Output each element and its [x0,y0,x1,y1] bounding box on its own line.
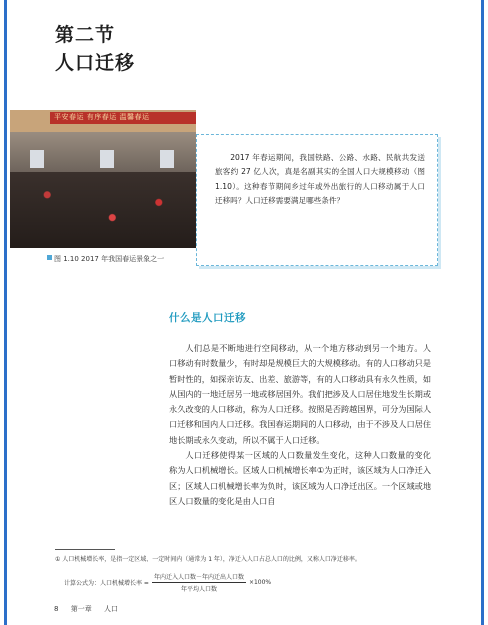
subsection-heading: 什么是人口迁移 [169,312,246,324]
photo-crowd [10,172,196,248]
formula-denominator: 年平均人口数 [180,586,217,593]
figure-caption: 图 1.10 2017 年我国春运景象之一 [54,255,165,263]
chapter-label: 第一章 [70,605,92,613]
photo-banner-text: 平安春运 有序春运 温馨春运 [54,113,150,121]
photo-sign [160,150,174,168]
chapter-title: 人口 [103,605,118,613]
photo-sign [100,150,114,168]
footnote-rule [55,549,115,550]
body-paragraph: 人们总是不断地进行空间移动，从一个地方移动到另一个地方。人口移动有时数量少，有时却是规模巨大的大规模移动。有的人口移动只是暂时性的，如探亲访友、出差、旅游等，有的人口移动具有永久性质，如从国内的一地迁居另一地或移居国外。我们把涉及人口居住地发生长期或永久改变的人口移动，称为人口迁移。按照是否跨越国界，可分为国际人口迁移和国内人口迁移。我国春运期间的人口移动，由于不涉及人口居住地长期或永久变动，所以不属于人口迁移。 [169,343,432,445]
page-number: 8 [54,605,59,613]
body-text [169,341,431,509]
page-border-left [4,0,7,625]
photo-sign [30,150,44,168]
section-title: 人口迁移 [55,52,136,74]
caption-marker-icon [47,255,52,260]
body-paragraph: 人口迁移使得某一区域的人口数量发生变化，这种人口数量的变化称为人口机械增长。区域人口机械增长率①为正时，该区域为人口净迁入区；区域人口机械增长率为负时，该区域为人口净迁出区。一个区域或地区人口数量的变化是由人口自 [169,450,432,506]
footnote-definition: ① 人口机械增长率，是指一定区域、一定时间内（通常为 1 年），净迁入人口占总人口的比例，又称人口净迁移率。 [55,556,361,563]
formula-fraction [152,572,246,593]
formula-lead: 计算公式为：人口机械增长率 = [64,580,149,587]
intro-text: 2017 年春运期间，我国铁路、公路、水路、民航共发送旅客约 27 亿人次，真是名副其实的全国人口大规模移动（图 1.10）。这种春节期间乡过年或外出旅行的人口移动属于人口迁移吗？人口迁移需要满足哪些条件？ [215,153,425,206]
spring-festival-photo [10,110,196,248]
page-folio [54,604,128,614]
page-border-right [481,0,484,625]
intro-box [196,134,438,266]
section-number: 第二节 [55,24,116,46]
formula-multiplier: ×100% [248,579,272,586]
formula-numerator: 年内迁入人口数－年内迁出人口数 [153,574,244,581]
footnote-formula [64,572,271,593]
